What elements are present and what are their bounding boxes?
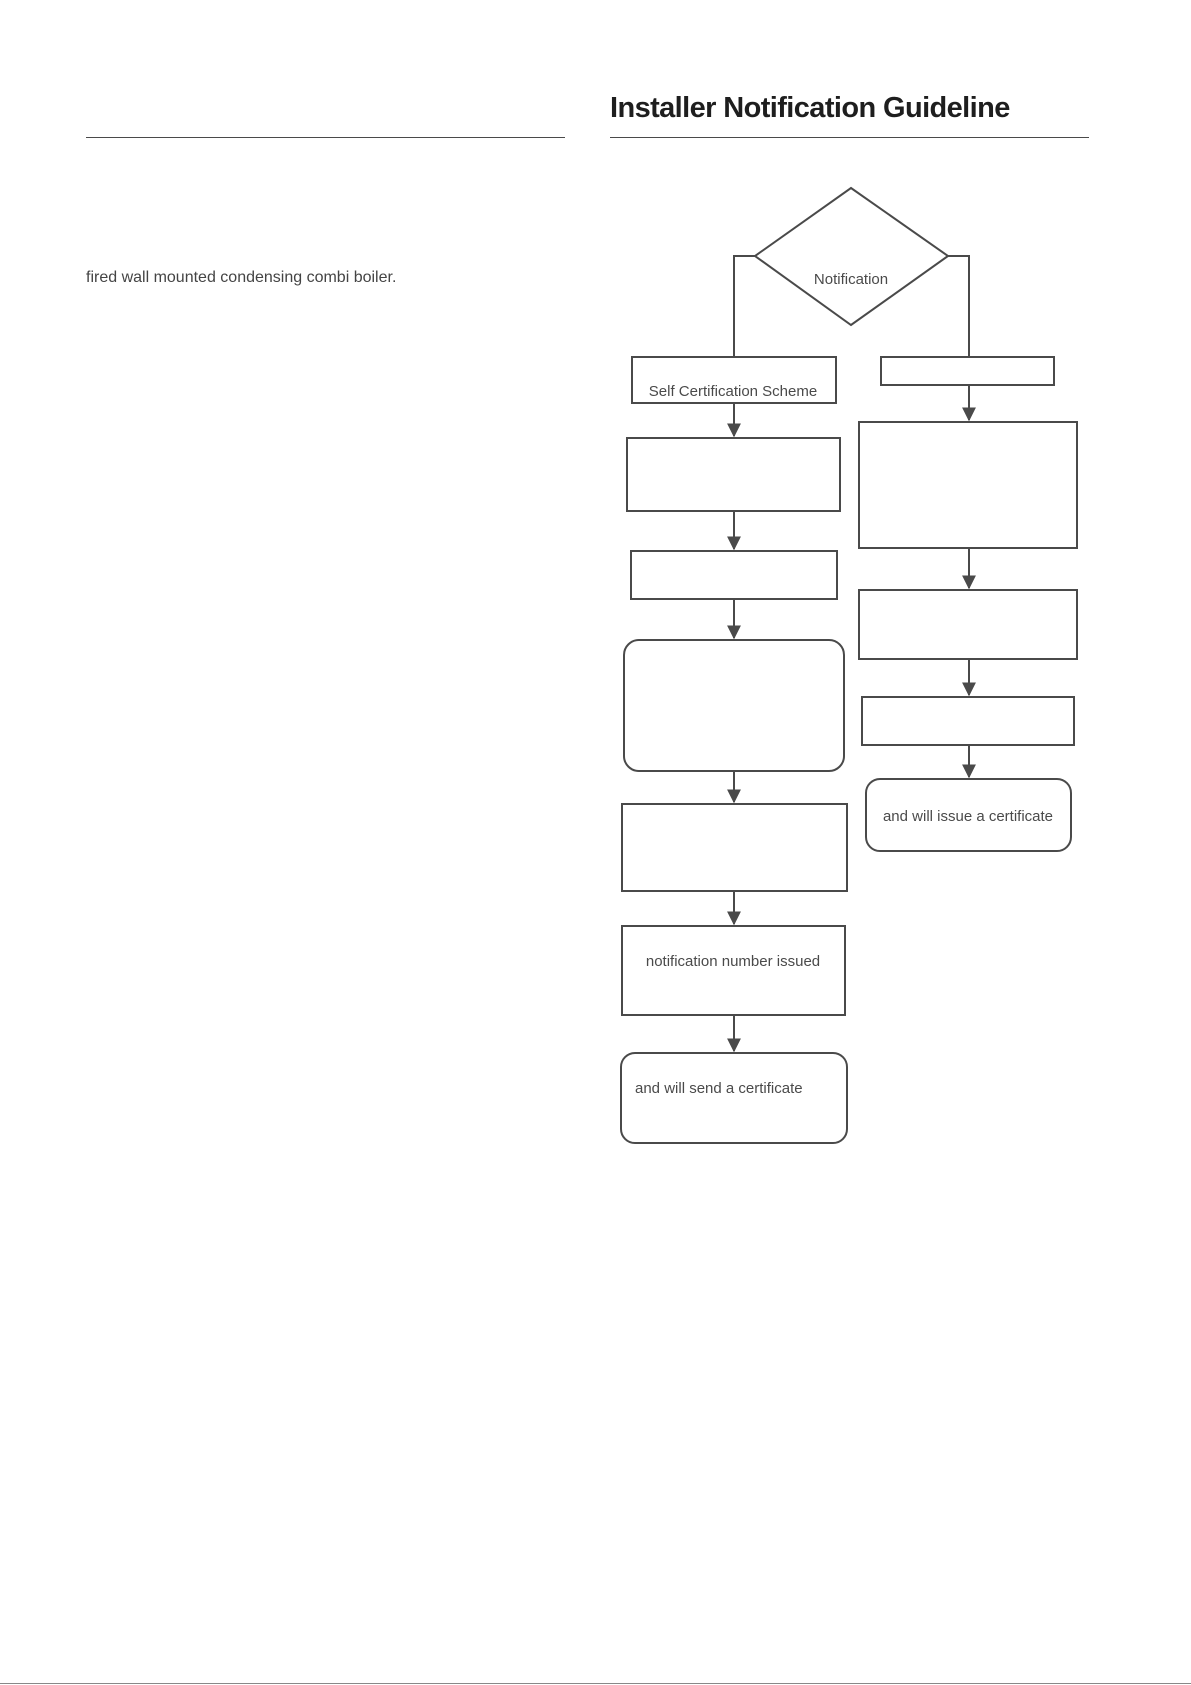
issue-certificate-label: and will issue a certificate [882, 808, 1054, 825]
send-certificate-box [621, 1053, 847, 1143]
left-step-2-box [627, 438, 840, 511]
left-column-text: fired wall mounted condensing combi boiler. [86, 269, 397, 286]
right-step-4-box [862, 697, 1074, 745]
page-bottom-border [0, 1683, 1191, 1684]
right-step-3-box [859, 590, 1077, 659]
notification-number-label: notification number issued [645, 953, 821, 970]
left-step-3-box [631, 551, 837, 599]
notification-number-box [622, 926, 845, 1015]
left-step-4-box [624, 640, 844, 771]
left-branch-connector [734, 256, 755, 356]
send-certificate-label: and will send a certificate [635, 1080, 803, 1097]
page-title: Installer Notification Guideline [610, 92, 1010, 124]
right-step-2-box [859, 422, 1077, 548]
left-step-5-box [622, 804, 847, 891]
self-certification-label: Self Certification Scheme [648, 383, 818, 400]
right-branch-connector [948, 256, 969, 356]
right-step-1-box [881, 357, 1054, 385]
decision-label: Notification [813, 271, 889, 288]
decision-diamond [755, 188, 948, 325]
